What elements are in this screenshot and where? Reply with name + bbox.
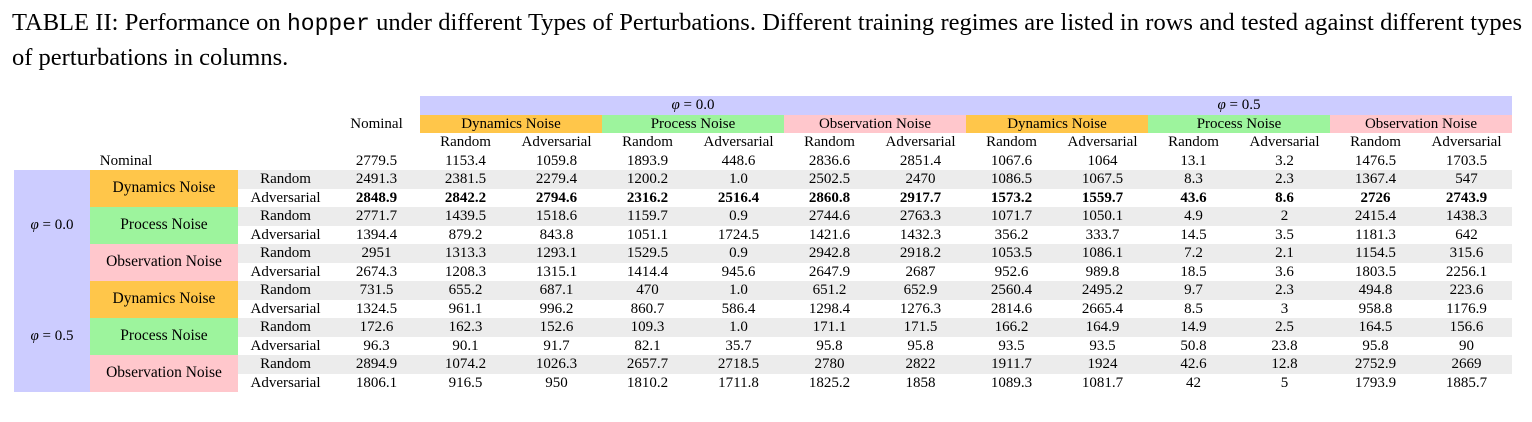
table-cell: 14.5 xyxy=(1180,226,1207,243)
table-row xyxy=(14,281,1512,300)
phi-value: = 0.5 xyxy=(1225,97,1261,113)
table-cell: 2860.8 xyxy=(808,189,851,206)
phi-symbol: φ xyxy=(30,217,39,234)
table-cell: 43.6 xyxy=(1180,189,1207,206)
table-cell: 1367.4 xyxy=(1330,170,1421,189)
table-cell: 2669 xyxy=(1421,355,1512,374)
table-row xyxy=(14,226,1512,245)
table-cell: 843.8 xyxy=(539,226,574,243)
table-cell: 1529.5 xyxy=(602,244,693,263)
table-cell: 2470 xyxy=(875,170,966,189)
header-blank xyxy=(14,96,420,115)
table-cell: 4.9 xyxy=(1148,207,1239,226)
phi-group-header xyxy=(966,96,1512,115)
table-cell: 2687 xyxy=(905,263,936,280)
table-cell: 96.3 xyxy=(363,337,390,354)
table-cell: 1439.5 xyxy=(420,207,511,226)
phi-row-group-label xyxy=(14,170,90,281)
table-cell: 2744.6 xyxy=(784,207,875,226)
table-cell: 2842.2 xyxy=(444,189,487,206)
training-mode-label: Random xyxy=(238,318,333,337)
table-cell: 9.7 xyxy=(1148,281,1239,300)
sub-column-header: Adversarial xyxy=(885,134,956,150)
table-cell: 2495.2 xyxy=(1057,281,1148,300)
table-cell: 1313.3 xyxy=(420,244,511,263)
training-type-label: Process Noise xyxy=(90,207,238,244)
table-cell: 2.1 xyxy=(1239,244,1330,263)
table-cell: 494.8 xyxy=(1330,281,1421,300)
table-cell: 2726 xyxy=(1360,189,1391,206)
table-cell: 1293.1 xyxy=(511,244,602,263)
table-cell: 1559.7 xyxy=(1081,189,1124,206)
table-cell: 95.8 xyxy=(1362,337,1389,354)
training-type-label: Dynamics Noise xyxy=(90,170,238,207)
table-cell: 8.3 xyxy=(1148,170,1239,189)
phi-row-group-label xyxy=(14,281,90,392)
table-cell: 223.6 xyxy=(1421,281,1512,300)
table-cell: 1200.2 xyxy=(602,170,693,189)
table-cell: 2743.9 xyxy=(1445,189,1488,206)
table-cell: 93.5 xyxy=(998,337,1025,354)
table-cell: 109.3 xyxy=(602,318,693,337)
table-cell: 1086.5 xyxy=(966,170,1057,189)
table-row xyxy=(14,152,1512,171)
table-cell: 1064 xyxy=(1087,152,1118,169)
table-cell: 82.1 xyxy=(634,337,661,354)
table-cell: 2 xyxy=(1239,207,1330,226)
table-cell: 2502.5 xyxy=(784,170,875,189)
table-cell: 2917.7 xyxy=(899,189,942,206)
table-cell: 315.6 xyxy=(1421,244,1512,263)
table-cell: 470 xyxy=(602,281,693,300)
table-cell: 2951 xyxy=(333,244,420,263)
table-cell: 1154.5 xyxy=(1330,244,1421,263)
table-cell: 356.2 xyxy=(994,226,1029,243)
training-mode-label: Random xyxy=(238,281,333,300)
table-cell: 90.1 xyxy=(452,337,479,354)
table-cell: 961.1 xyxy=(448,300,483,317)
table-cell: 1793.9 xyxy=(1354,374,1397,391)
sub-column-header: Adversarial xyxy=(703,134,774,150)
table-cell: 172.6 xyxy=(333,318,420,337)
table-cell: 2918.2 xyxy=(875,244,966,263)
training-mode-label: Adversarial xyxy=(250,189,321,206)
table-cell: 91.7 xyxy=(543,337,570,354)
table-cell: 2674.3 xyxy=(355,263,398,280)
table-cell: 1724.5 xyxy=(717,226,760,243)
table-cell: 1.0 xyxy=(693,281,784,300)
table-cell: 2657.7 xyxy=(602,355,693,374)
training-mode-label: Adversarial xyxy=(250,374,321,391)
caption-suffix: under different Types of Perturbations. Different training regimes are listed in rows and tested against different types of perturbations in columns. xyxy=(12,9,1523,71)
table-cell: 2665.4 xyxy=(1081,300,1124,317)
table-cell: 5 xyxy=(1280,374,1289,391)
sub-column-header: Random xyxy=(1350,134,1401,150)
training-type-label: Observation Noise xyxy=(90,355,238,392)
table-cell: 2779.5 xyxy=(355,152,398,169)
training-mode-label: Random xyxy=(238,244,333,263)
phi-value: = 0.5 xyxy=(38,328,74,345)
sub-column-header: Adversarial xyxy=(1431,134,1502,150)
table-cell: 14.9 xyxy=(1148,318,1239,337)
table-cell: 50.8 xyxy=(1180,337,1207,354)
header-row-phi xyxy=(14,96,1512,115)
table-cell: 42 xyxy=(1186,374,1201,391)
table-cell: 3.2 xyxy=(1275,152,1294,169)
sub-column-header: Random xyxy=(622,134,673,150)
table-row xyxy=(14,318,1512,337)
table-cell: 1885.7 xyxy=(1445,374,1488,391)
table-cell: 164.5 xyxy=(1330,318,1421,337)
table-cell: 687.1 xyxy=(511,281,602,300)
sub-column-header: Random xyxy=(440,134,491,150)
table-cell: 42.6 xyxy=(1148,355,1239,374)
table-cell: 2752.9 xyxy=(1330,355,1421,374)
table-cell: 958.8 xyxy=(1358,300,1393,317)
table-cell: 2.5 xyxy=(1239,318,1330,337)
table-cell: 652.9 xyxy=(875,281,966,300)
table-cell: 2794.6 xyxy=(535,189,578,206)
table-cell: 2894.9 xyxy=(333,355,420,374)
table-cell: 1703.5 xyxy=(1445,152,1488,169)
table-cell: 8.5 xyxy=(1184,300,1203,317)
table-cell: 1825.2 xyxy=(808,374,851,391)
table-cell: 651.2 xyxy=(784,281,875,300)
table-cell: 1893.9 xyxy=(626,152,669,169)
table-cell: 2780 xyxy=(784,355,875,374)
table-cell: 2491.3 xyxy=(333,170,420,189)
table-cell: 996.2 xyxy=(539,300,574,317)
table-caption xyxy=(12,6,1522,75)
table-cell: 1421.6 xyxy=(808,226,851,243)
table-cell: 2381.5 xyxy=(420,170,511,189)
table-cell: 3 xyxy=(1280,300,1289,317)
table-cell: 2647.9 xyxy=(808,263,851,280)
table-cell: 95.8 xyxy=(907,337,934,354)
table-cell: 3.6 xyxy=(1275,263,1294,280)
table-cell: 989.8 xyxy=(1085,263,1120,280)
table-cell: 333.7 xyxy=(1085,226,1120,243)
training-type-label: Process Noise xyxy=(90,318,238,355)
training-type-label: Observation Noise xyxy=(90,244,238,281)
phi-value: = 0.0 xyxy=(679,97,715,113)
table-cell: 8.6 xyxy=(1275,189,1294,206)
phi-group-header xyxy=(420,96,966,115)
table-cell: 586.4 xyxy=(721,300,756,317)
table-row xyxy=(14,263,1512,282)
nominal-column-header: Nominal xyxy=(350,115,403,132)
table-cell: 3.5 xyxy=(1275,226,1294,243)
table-cell: 2822 xyxy=(875,355,966,374)
table-cell: 2516.4 xyxy=(717,189,760,206)
table-cell: 1432.3 xyxy=(899,226,942,243)
training-mode-label: Random xyxy=(238,170,333,189)
header-blank xyxy=(14,115,333,134)
table-cell: 1176.9 xyxy=(1446,300,1487,317)
table-cell: 1324.5 xyxy=(355,300,398,317)
table-cell: 1081.7 xyxy=(1081,374,1124,391)
perturbation-type-header: Dynamics Noise xyxy=(420,115,602,134)
sub-column-header: Adversarial xyxy=(1249,134,1320,150)
table-row xyxy=(14,244,1512,263)
table-cell: 1911.7 xyxy=(966,355,1057,374)
table-row xyxy=(14,189,1512,208)
training-mode-label: Adversarial xyxy=(250,226,321,243)
table-cell: 164.9 xyxy=(1057,318,1148,337)
table-cell: 1803.5 xyxy=(1354,263,1397,280)
table-cell: 1414.4 xyxy=(626,263,669,280)
table-cell: 93.5 xyxy=(1089,337,1116,354)
table-cell: 162.3 xyxy=(420,318,511,337)
sub-column-header: Adversarial xyxy=(1067,134,1138,150)
table-cell: 2763.3 xyxy=(875,207,966,226)
table-cell: 12.8 xyxy=(1239,355,1330,374)
table-cell: 95.8 xyxy=(816,337,843,354)
table-cell: 2415.4 xyxy=(1330,207,1421,226)
table-cell: 547 xyxy=(1421,170,1512,189)
table-cell: 731.5 xyxy=(333,281,420,300)
results-table xyxy=(14,96,1512,392)
table-cell: 2851.4 xyxy=(899,152,942,169)
sub-column-header: Random xyxy=(1168,134,1219,150)
table-cell: 1159.7 xyxy=(602,207,693,226)
table-cell: 1067.6 xyxy=(990,152,1033,169)
sub-column-header: Adversarial xyxy=(521,134,592,150)
table-cell: 1051.1 xyxy=(626,226,669,243)
training-type-label: Dynamics Noise xyxy=(90,281,238,318)
table-cell: 2814.6 xyxy=(990,300,1033,317)
table-cell: 2942.8 xyxy=(784,244,875,263)
table-cell: 2771.7 xyxy=(333,207,420,226)
table-cell: 1074.2 xyxy=(420,355,511,374)
table-cell: 7.2 xyxy=(1148,244,1239,263)
table-cell: 860.7 xyxy=(630,300,665,317)
training-mode-label: Adversarial xyxy=(250,300,321,317)
caption-prefix: TABLE II: Performance on xyxy=(12,9,287,36)
table-row xyxy=(14,337,1512,356)
table-row xyxy=(14,374,1512,393)
table-cell: 1476.5 xyxy=(1354,152,1397,169)
table-cell: 166.2 xyxy=(966,318,1057,337)
table-cell: 1924 xyxy=(1057,355,1148,374)
table-cell: 1086.1 xyxy=(1057,244,1148,263)
table-cell: 90 xyxy=(1459,337,1474,354)
table-cell: 2836.6 xyxy=(808,152,851,169)
table-cell: 1518.6 xyxy=(511,207,602,226)
table-cell: 1089.3 xyxy=(990,374,1033,391)
phi-value: = 0.0 xyxy=(38,217,74,234)
table-cell: 2256.1 xyxy=(1445,263,1488,280)
training-mode-label: Adversarial xyxy=(250,337,321,354)
table-cell: 945.6 xyxy=(721,263,756,280)
table-cell: 1858 xyxy=(905,374,936,391)
header-row-sub xyxy=(14,133,1512,152)
header-blank xyxy=(14,133,420,152)
table-cell: 171.1 xyxy=(784,318,875,337)
row-label-nominal: Nominal xyxy=(99,152,153,169)
table-cell: 1071.7 xyxy=(966,207,1057,226)
table-cell: 1315.1 xyxy=(535,263,578,280)
table-cell: 1050.1 xyxy=(1057,207,1148,226)
table-cell: 2279.4 xyxy=(511,170,602,189)
table-cell: 2316.2 xyxy=(626,189,669,206)
training-mode-label: Random xyxy=(238,355,333,374)
training-mode-label: Adversarial xyxy=(250,263,321,280)
perturbation-type-header: Dynamics Noise xyxy=(966,115,1148,134)
table-cell: 642 xyxy=(1455,226,1478,243)
table-cell: 1067.5 xyxy=(1057,170,1148,189)
table-cell: 1.0 xyxy=(693,318,784,337)
table-cell: 1438.3 xyxy=(1421,207,1512,226)
table-cell: 2848.9 xyxy=(355,189,398,206)
training-mode-label: Random xyxy=(238,207,333,226)
table-cell: 950 xyxy=(545,374,568,391)
table-cell: 0.9 xyxy=(693,207,784,226)
table-row xyxy=(14,170,1512,189)
table-cell: 1394.4 xyxy=(355,226,398,243)
table-cell: 916.5 xyxy=(448,374,483,391)
table-cell: 879.2 xyxy=(448,226,483,243)
table-cell: 1153.4 xyxy=(445,152,486,169)
table-cell: 171.5 xyxy=(875,318,966,337)
table-cell: 13.1 xyxy=(1180,152,1207,169)
table-row xyxy=(14,355,1512,374)
table-cell: 18.5 xyxy=(1180,263,1207,280)
perturbation-type-header: Observation Noise xyxy=(1330,115,1512,134)
phi-symbol: φ xyxy=(671,97,680,113)
table-cell: 1208.3 xyxy=(444,263,487,280)
table-cell: 2560.4 xyxy=(966,281,1057,300)
table-cell: 655.2 xyxy=(420,281,511,300)
table-cell: 1053.5 xyxy=(966,244,1057,263)
results-table-wrapper xyxy=(14,96,1512,392)
row-label-blank xyxy=(238,152,333,171)
phi-symbol: φ xyxy=(30,328,39,345)
table-cell: 35.7 xyxy=(725,337,752,354)
perturbation-type-header: Observation Noise xyxy=(784,115,966,134)
table-cell: 1181.3 xyxy=(1355,226,1396,243)
table-cell: 1810.2 xyxy=(626,374,669,391)
perturbation-type-header: Process Noise xyxy=(1148,115,1330,134)
sub-column-header: Random xyxy=(986,134,1037,150)
table-cell: 1806.1 xyxy=(355,374,398,391)
table-cell: 156.6 xyxy=(1421,318,1512,337)
caption-env-name: hopper xyxy=(287,11,370,37)
table-cell: 23.8 xyxy=(1271,337,1298,354)
perturbation-type-header: Process Noise xyxy=(602,115,784,134)
table-cell: 2718.5 xyxy=(693,355,784,374)
sub-column-header: Random xyxy=(804,134,855,150)
header-row-types xyxy=(14,115,1512,134)
table-cell: 1.0 xyxy=(693,170,784,189)
table-cell: 448.6 xyxy=(721,152,756,169)
table-cell: 1711.8 xyxy=(718,374,759,391)
table-cell: 952.6 xyxy=(994,263,1029,280)
table-cell: 1573.2 xyxy=(990,189,1033,206)
table-cell: 152.6 xyxy=(511,318,602,337)
table-row xyxy=(14,207,1512,226)
table-cell: 1059.8 xyxy=(535,152,578,169)
table-cell: 0.9 xyxy=(693,244,784,263)
phi-symbol: φ xyxy=(1217,97,1226,113)
table-cell: 1026.3 xyxy=(511,355,602,374)
table-cell: 2.3 xyxy=(1239,170,1330,189)
table-cell: 1276.3 xyxy=(899,300,942,317)
table-row xyxy=(14,300,1512,319)
table-cell: 2.3 xyxy=(1239,281,1330,300)
table-cell: 1298.4 xyxy=(808,300,851,317)
